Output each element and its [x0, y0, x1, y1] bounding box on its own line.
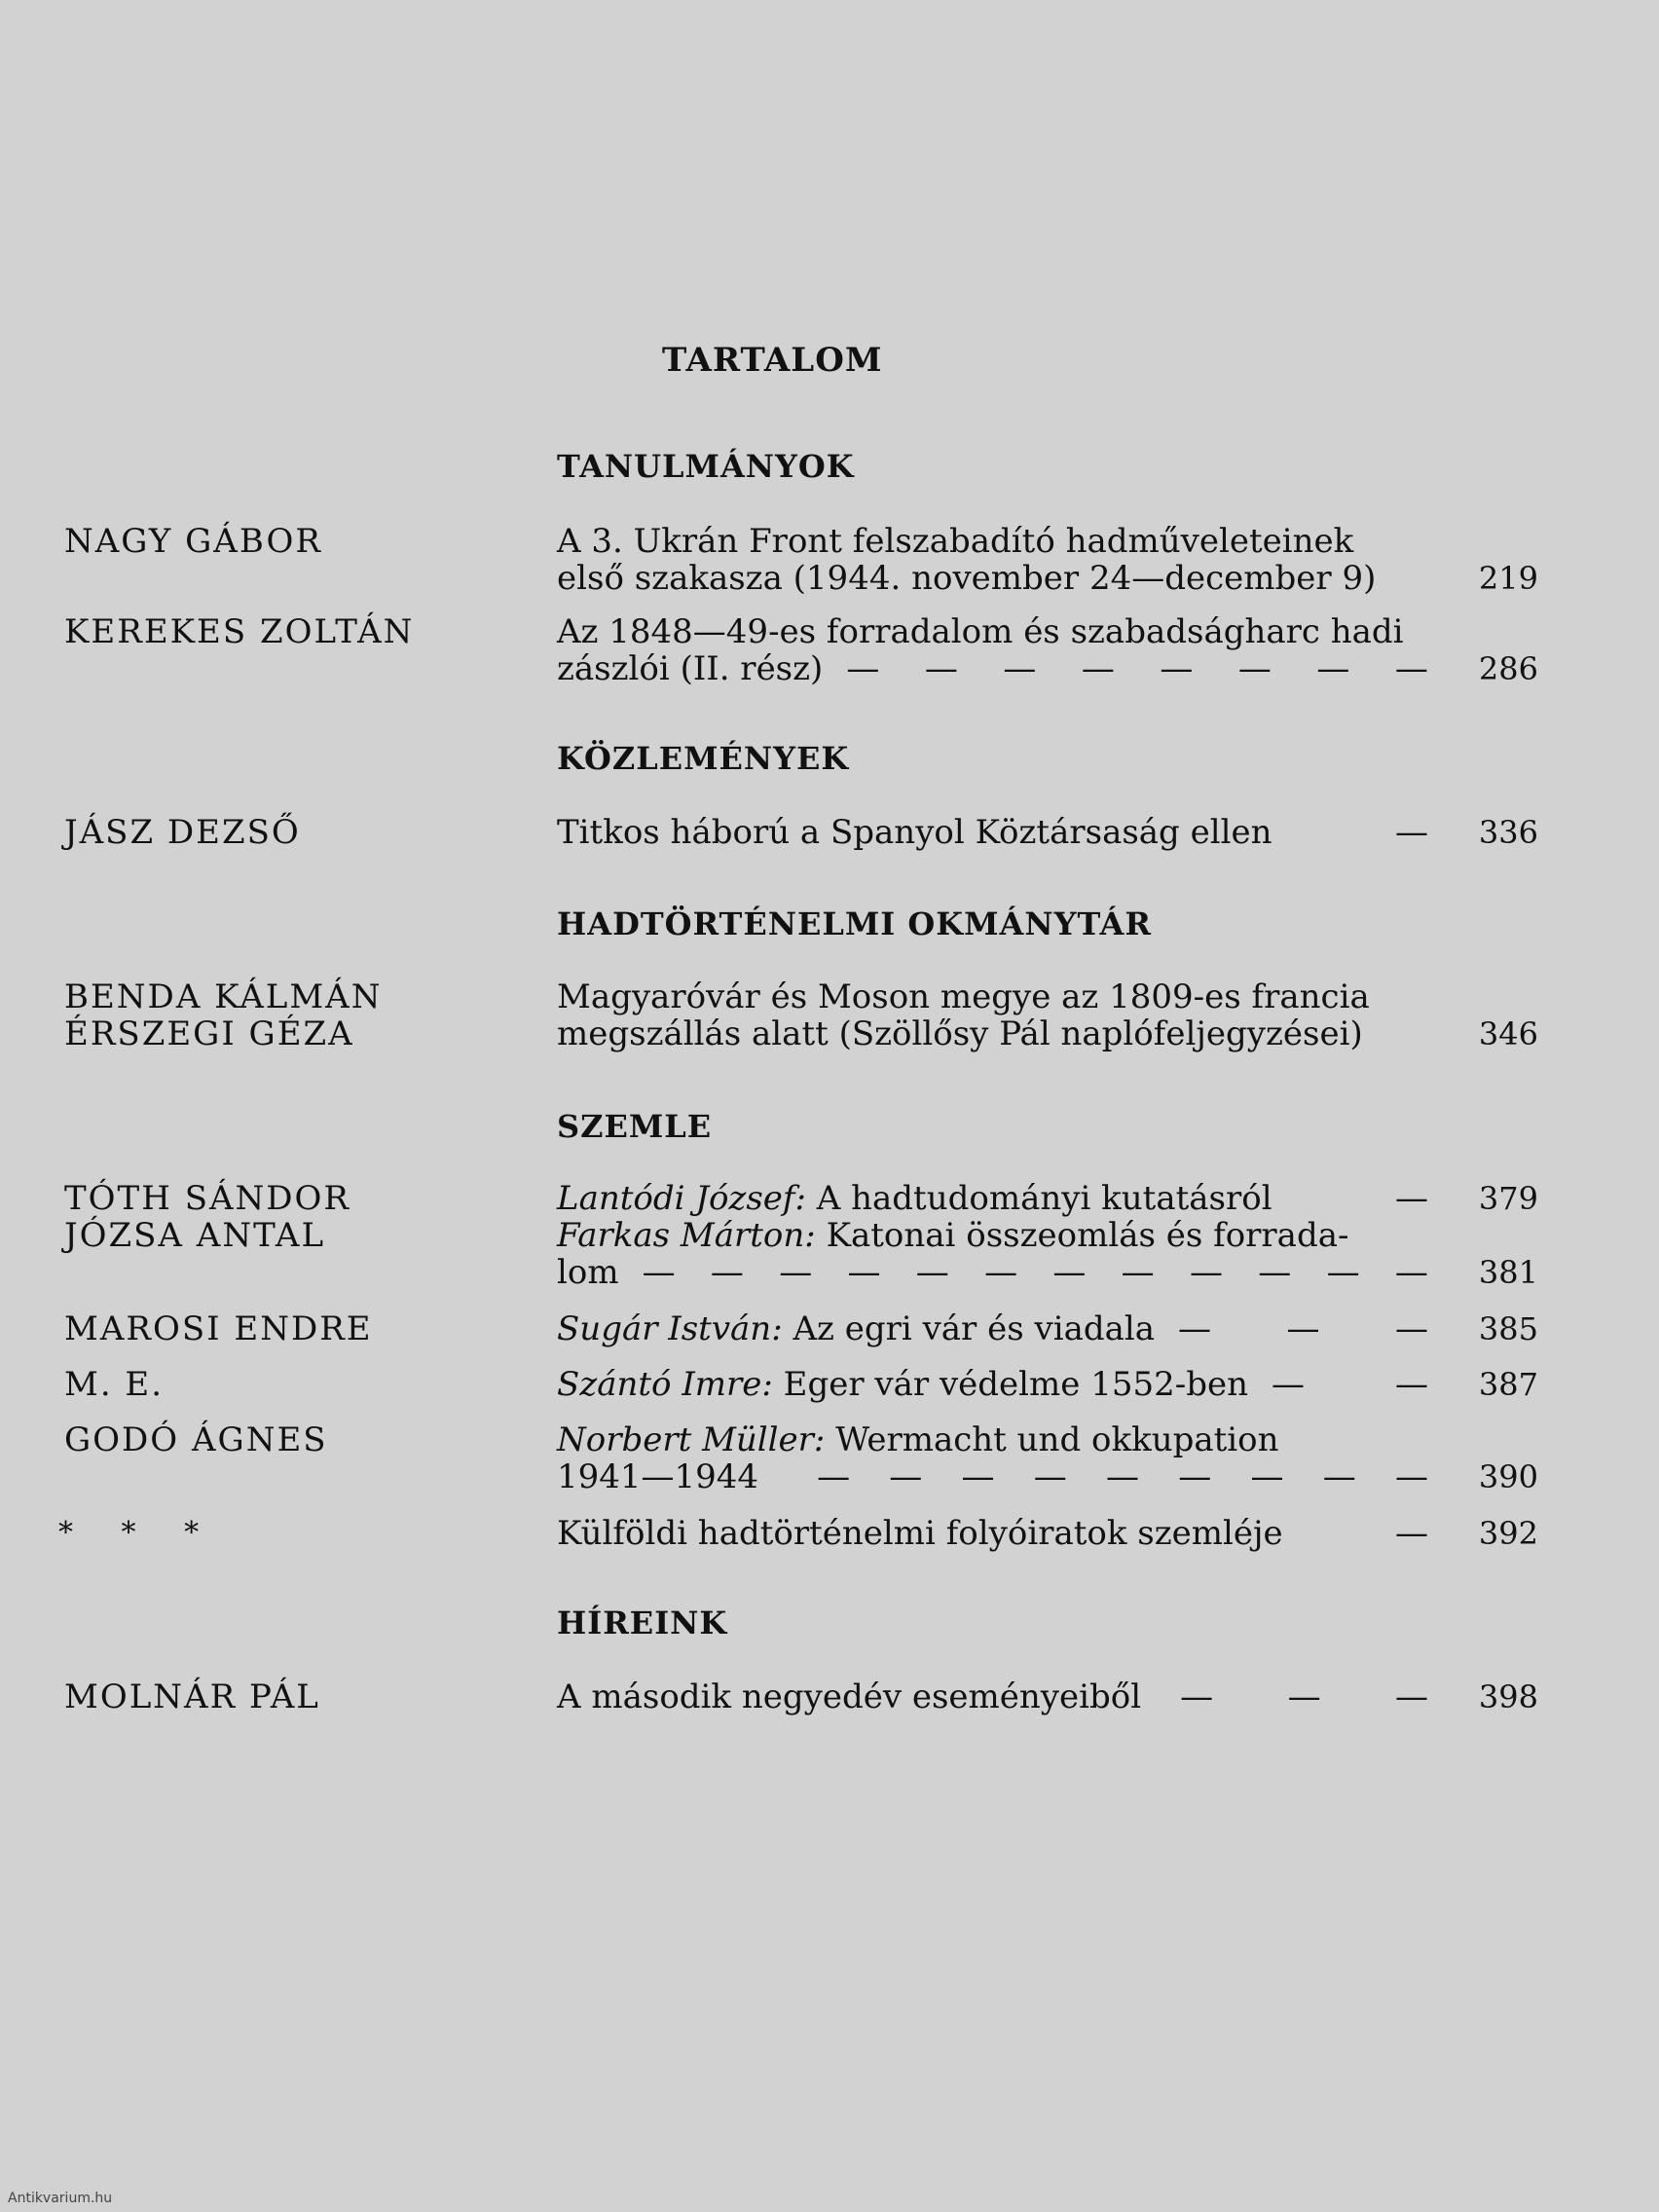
section-heading-kozlemenyek: KÖZLEMÉNYEK [557, 740, 850, 777]
entry-line: Titkos háború a Spanyol Köztársaság ellen [557, 813, 1272, 852]
entry-line: A 3. Ukrán Front felszabadító hadműveleteinek [557, 522, 1354, 561]
toc-entry-title [557, 814, 1428, 851]
toc-entry-title [557, 1515, 1428, 1552]
page-number: 390 [1478, 1458, 1538, 1495]
anonymous-author-stars: * * * [58, 1516, 219, 1550]
entry-line: megszállás alatt (Szöllősy Pál naplófeljegyzései) [557, 1014, 1363, 1053]
page-number: 336 [1478, 814, 1538, 851]
page-number: 346 [1478, 1015, 1538, 1052]
entry-line: első szakasza (1944. november 24—december 9) [557, 559, 1377, 598]
entry-line: 1941—1944 [557, 1457, 759, 1496]
toc-author: MAROSI ENDRE [64, 1309, 373, 1348]
entry-author: Sugár István: [557, 1309, 783, 1348]
toc-entry-title [557, 1421, 1428, 1495]
entry-author: Szántó Imre: [557, 1365, 773, 1404]
entry-line: A hadtudományi kutatásról [816, 1179, 1272, 1218]
entry-author: Lantódi József: [557, 1179, 806, 1218]
page-number: 392 [1478, 1515, 1538, 1552]
leader-dashes: — — — — — — — — [846, 649, 1428, 688]
toc-author: KEREKES ZOLTÁN [64, 612, 415, 651]
leader-dashes: — — [1272, 1365, 1428, 1404]
entry-line: Külföldi hadtörténelmi folyóiratok szemléje [557, 1514, 1283, 1553]
toc-entry-title [557, 523, 1428, 597]
page-number: 387 [1478, 1366, 1538, 1403]
entry-author: Farkas Márton: [557, 1216, 816, 1255]
page-number: 385 [1478, 1310, 1538, 1347]
toc-author: BENDA KÁLMÁN [64, 977, 383, 1016]
toc-entry-title [557, 978, 1428, 1052]
leader-dashes: — [1395, 813, 1428, 852]
leader-dashes: — — — [1180, 1677, 1428, 1716]
section-heading-tanulmanyok: TANULMÁNYOK [557, 448, 855, 485]
entry-line: Az 1848—49-es forradalom és szabadságharc hadi [557, 612, 1404, 651]
toc-author: NAGY GÁBOR [64, 522, 322, 561]
entry-line: Magyaróvár és Moson megye az 1809-es francia [557, 977, 1370, 1016]
section-heading-szemle: SZEMLE [557, 1108, 713, 1145]
page-number: 398 [1478, 1678, 1538, 1715]
toc-entry-title [557, 1310, 1428, 1347]
leader-dashes: — [1395, 1179, 1428, 1218]
page-title: TARTALOM [662, 341, 883, 380]
entry-line: A második negyedév eseményeiből [557, 1677, 1142, 1716]
toc-entry-title [557, 1217, 1428, 1291]
entry-author: Norbert Müller: [557, 1420, 826, 1459]
toc-author: JÁSZ DEZSŐ [64, 813, 301, 852]
entry-line: Az egri vár és viadala [793, 1309, 1156, 1348]
entry-line: Eger vár védelme 1552-ben [783, 1365, 1249, 1404]
toc-author: GODÓ ÁGNES [64, 1420, 328, 1459]
entry-line: Katonai összeomlás és forrada- [826, 1216, 1349, 1255]
page-number: 286 [1478, 650, 1538, 687]
section-heading-okmanytar: HADTÖRTÉNELMI OKMÁNYTÁR [557, 905, 1152, 942]
toc-author: ÉRSZEGI GÉZA [64, 1014, 354, 1053]
toc-entry-title [557, 1678, 1428, 1715]
page-number: 219 [1478, 560, 1538, 597]
toc-author: JÓZSA ANTAL [64, 1216, 326, 1255]
toc-entry-title [557, 1366, 1428, 1403]
leader-dashes: — — — [1178, 1309, 1428, 1348]
leader-dashes: — [1395, 1514, 1428, 1553]
toc-author: TÓTH SÁNDOR [64, 1179, 351, 1218]
entry-line: zászlói (II. rész) [557, 649, 824, 688]
toc-entry-title [557, 613, 1428, 687]
entry-line: lom [557, 1253, 619, 1292]
page-number: 379 [1478, 1180, 1538, 1217]
leader-dashes: — — — — — — — — — — — — [642, 1253, 1428, 1292]
section-heading-hireink: HÍREINK [557, 1604, 728, 1641]
toc-entry-title [557, 1180, 1428, 1217]
entry-line: Wermacht und okkupation [835, 1420, 1279, 1459]
watermark-text: Antikvarium.hu [8, 2191, 113, 2206]
toc-author: M. E. [64, 1365, 165, 1404]
leader-dashes: — — — — — — — — — [817, 1457, 1428, 1496]
toc-author: MOLNÁR PÁL [64, 1677, 320, 1716]
page-number: 381 [1478, 1254, 1538, 1291]
